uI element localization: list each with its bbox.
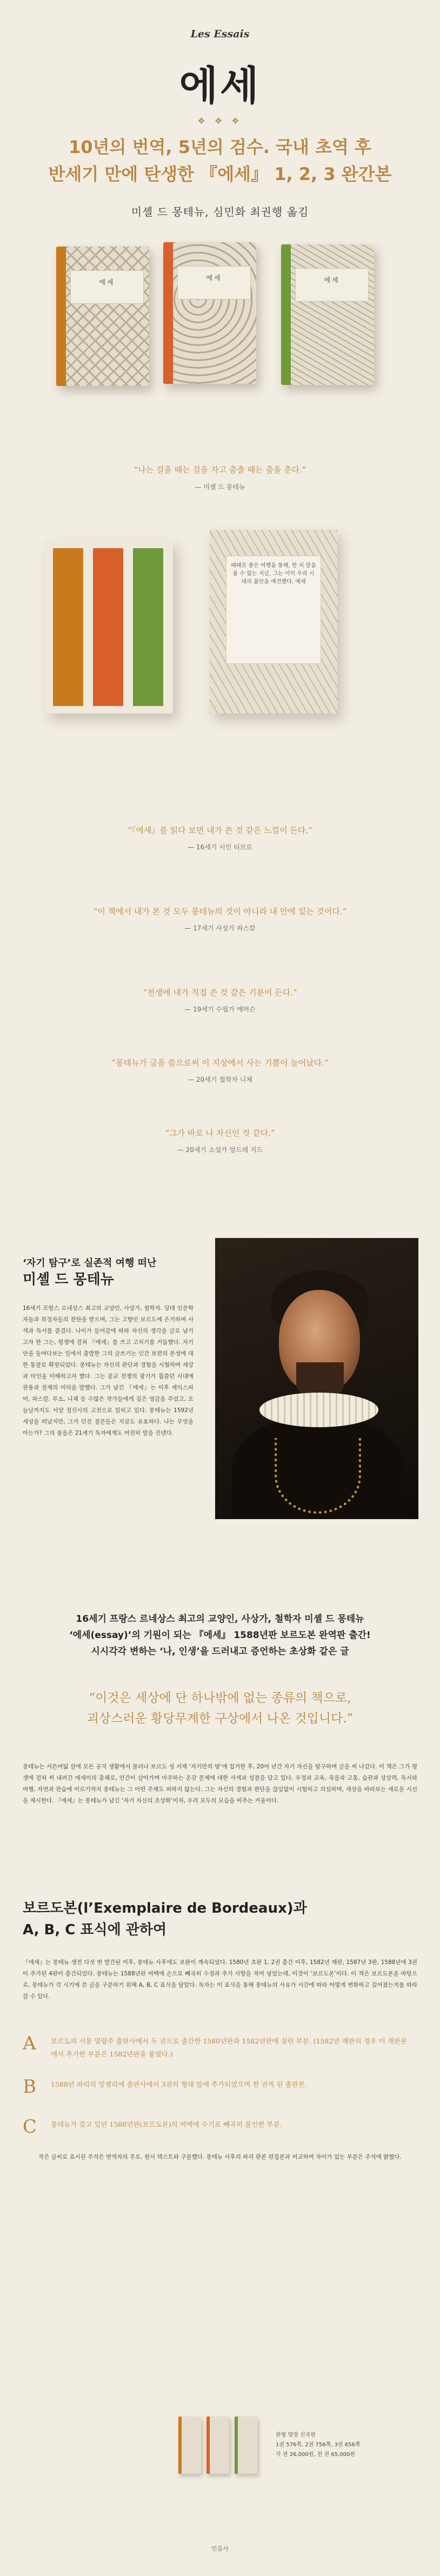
book-volume-2 [163,242,256,384]
praise-item [0,906,440,933]
marker-text: 보르도의 시몽 밀랑주 출판사에서 두 권으로 출간한 1580년판과 1582년판에 실린 부분. (1582년 재판의 경우 이 재판본에서 추가한 부분은 1582년판을 붙였다.) [51,2037,407,2058]
praise-item [0,987,440,1014]
mini-book-1 [178,2417,201,2474]
spine-volume-1 [53,548,83,706]
book-label: 에세 [70,270,144,304]
mini-book-2 [206,2417,229,2474]
statement-body: 몽테뉴는 서른여덟 살에 모든 공직 생활에서 물러나 보르도 성 서재 ‘자기만의 방’에 칩거한 후, 20여 년간 자기 자신을 탐구하며 글을 써 나갔다. 이 책은 그가 평생에 걸쳐 써 내려간 에세이의 총체로, 인간이 살아가며 마주하는 온갖 문제에 대한 사색과 성찰을 담고 있다. 우정과 교육, 죽음과 고통, 습관과 상상력, 독서와 여행, 자연과 관습에 이르기까지 몽테뉴는 그 어떤 주제도 피하지 않는다. 그는 자신의 경험과 판단을 끊임없이 시험하고 의심하며, 세상을 바라보는 새로운 시선을 제시한다. 『에세』는 몽테뉴가 남긴 ‘자기 자신의 초상화’이자, 우리 모두의 모습을 비추는 거울이다. [23,1763,417,1804]
author-section [0,1238,440,1638]
ornament: ❖ ❖ ❖ [197,116,243,126]
praise-quote: “몽테뉴가 글을 씀으로써 이 지상에서 사는 기쁨이 늘어났다.” [111,1058,329,1068]
boxset-spines [45,541,173,714]
spec-price: 각 권 26,000원, 전 권 65,000원 [276,2452,356,2458]
headline [0,134,440,188]
mini-book-3 [235,2417,257,2474]
spec-text [276,2431,361,2460]
author-heading-line1: ‘자기 탐구’로 실존적 여행 떠난 [23,1257,157,1269]
boxset-window [226,556,321,664]
book-volume-1 [56,247,149,386]
statement-bold-line3: 시시각각 변하는 ‘나, 인생’을 드러내고 증언하는 초상화 같은 글 [91,1646,349,1657]
author-portrait [215,1238,418,1519]
statement-bold-line1: 16세기 프랑스 르네상스 최고의 교양인, 사상가, 철학자 미셸 드 몽테뉴 [76,1614,364,1625]
praise-source: — 20세기 철학자 니체 [188,1076,252,1083]
praise-quote: “전생에 내가 직접 쓴 것 같은 기분이 든다.” [143,988,297,997]
author-heading-line2: 미셸 드 몽테뉴 [23,1272,114,1288]
boxset-section [0,541,440,822]
book-cover [291,244,374,385]
marker-letter: B [23,2076,36,2098]
headline-line1: 10년의 번역, 5년의 검수. 국내 초역 후 [69,137,371,157]
author-bio: 16세기 프랑스 르네상스 최고의 교양인, 사상가, 철학자. 당대 인문학자들과 위정자들의 찬탄을 받으며, 그는 고향인 보르도에 은거하며 사색과 독서를 즐겼다. 나이가 들어감에 따라 자신의 생각을 글로 남기고자 한 그는, 평생에 걸쳐 『에세』를 쓰고 고치기를 거듭했다. 자기 안을 들여다보는 일에서 출발한 그의 글쓰기는 인간 보편의 본성에 대한 통찰로 확장되었다. 몽테뉴는 자신의 판단과 경험을 시험하며 세상과 타인을 이해하고자 했다. 그는 종교 전쟁의 광기가 휩쓸던 시대에 관용과 절제의 미덕을 말했다. 그가 남긴 『에세』는 이후 셰익스피어, 파스칼, 루소, 니체 등 수많은 작가들에게 깊은 영감을 주었고, 오늘날까지도 서양 정신사의 고전으로 읽히고 있다. 몽테뉴는 1592년 세상을 떠났지만, 그가 던진 질문들은 지금도 유효하다. 나는 무엇을 아는가? 그의 물음은 21세기 독자에게도 여전히 말을 건넨다. [23,1305,194,1436]
book-volume-3 [281,244,374,385]
marker-text: 1588년 파리의 앙젤리에 출판사에서 3권의 형태 앞에 추가되었으며 한 권씩 된 출판본. [51,2080,307,2088]
statement-bold [0,1611,440,1660]
praise-section [0,824,440,1203]
praise-item [0,1057,440,1084]
spec-books [178,2417,281,2481]
praise-quote: “이 책에서 내가 본 것 모두 몽테뉴의 것이 아니라 내 안에 있는 것이다.” [93,907,347,916]
portrait-chain [275,1438,361,1514]
praise-source: — 16세기 시인 티브로 [188,843,252,851]
author-heading [23,1255,156,1288]
hero-quote-source: — 미셸 드 몽테뉴 [195,483,245,491]
statement-bold-line2: ‘에세(essay)’의 기원이 되는 『에세』 1588년판 보르도본 완역판 출간! [69,1630,371,1641]
praise-quote: “그가 바로 나 자신인 것 같다.” [165,1128,275,1138]
publisher-logo: 민음사 [211,2545,229,2552]
bordeaux-section [0,1898,440,2417]
hero-section [0,0,440,541]
book-spine [163,242,173,384]
bordeaux-footnote: 작은 글씨로 표시된 주석은 번역자의 주로, 원서 텍스트와 구분했다. 몽테뉴 사후의 파리 판본 편집본과 비교하여 차이가 있는 부분은 주석에 밝혔다. [38,2154,402,2160]
statement-quote-line1: “이것은 세상에 단 하나밖에 없는 종류의 책으로, [89,1691,351,1705]
spine-volume-2 [93,548,123,706]
statement-quote [0,1688,440,1729]
praise-item [0,824,440,851]
boxset-front [210,530,337,714]
praise-quote: “『에세』를 읽다 보면 내가 쓴 것 같은 느낌이 든다.” [128,826,312,835]
praise-source: — 20세기 소설가 앙드레 지드 [177,1146,263,1154]
book-spine [281,244,291,385]
praise-source: — 19세기 수필가 에머슨 [184,1006,256,1013]
portrait-ruff [259,1393,378,1427]
spec-format: 판형 양장 신국판 [276,2432,316,2438]
book-title: 에세 [179,63,261,109]
marker-letter: C [23,2116,37,2138]
praise-source: — 17세기 사상가 파스칼 [184,924,256,932]
statement-section [0,1611,440,1865]
spine-volume-3 [133,548,163,706]
book-label: 에세 [295,268,369,302]
book-cover [173,242,256,384]
book-spine [56,247,66,386]
praise-item [0,1127,440,1154]
headline-line2: 반세기 만에 탄생한 『에세』 1, 2, 3 완간본 [48,164,392,184]
marker-text: 몽테뉴가 갖고 있던 1588년판(보르도본)의 여백에 수기로 빼곡히 불인한 부분. [51,2120,282,2128]
spec-pages: 1권 576쪽, 2권 756쪽, 3권 656쪽 [276,2442,361,2448]
marker-letter: A [23,2033,36,2054]
series-title: Les Essais [190,28,250,40]
hero-quote: “나는 걸을 때는 걸을 자고 춤출 때는 춤을 춘다.” [134,465,306,475]
bordeaux-title [23,1898,307,1941]
bordeaux-title-line1: 보르도본(l’Exemplaire de Bordeaux)과 [23,1900,307,1916]
statement-quote-line2: 괴상스러운 황당무계한 구상에서 나온 것입니다.” [86,1712,354,1726]
book-cover [66,247,149,386]
book-label: 에세 [177,266,251,299]
boxset-window-text: 때때로 좋은 여행을 통해, 한 치 앞을 볼 수 없는 지금, 그는 이미 우리 시대의 불안을 예견했다. 에세 [231,563,316,585]
authors-line: 미셸 드 몽테뉴, 심민화 최권행 옮김 [131,205,309,218]
bordeaux-title-line2: A, B, C 표식에 관하여 [23,1922,167,1938]
bordeaux-body: 『에세』는 몽테뉴 생전 다섯 번 발간된 이후, 몽테뉴 사후에도 보완이 계속되었다. 1580년 초판 1, 2권 출간 이후, 1582년 재판, 1587년 3판, 1588년에 3권이 추가된 4판이 출간되었다. 몽테뉴는 1588년판 여백에 손으로 빼곡히 수정과 추가 사항을 적어 넣었는데, 이것이 ‘보르도본’이다. 이 책은 보르도본을 바탕으로, 몽테뉴가 각 시기에 쓴 글을 구분하기 위해 A, B, C 표식을 달았다. 독자는 이 표식을 통해 몽테뉴의 사유가 시간에 따라 어떻게 변화하고 깊어졌는지를 따라갈 수 있다. [23,1959,417,2000]
